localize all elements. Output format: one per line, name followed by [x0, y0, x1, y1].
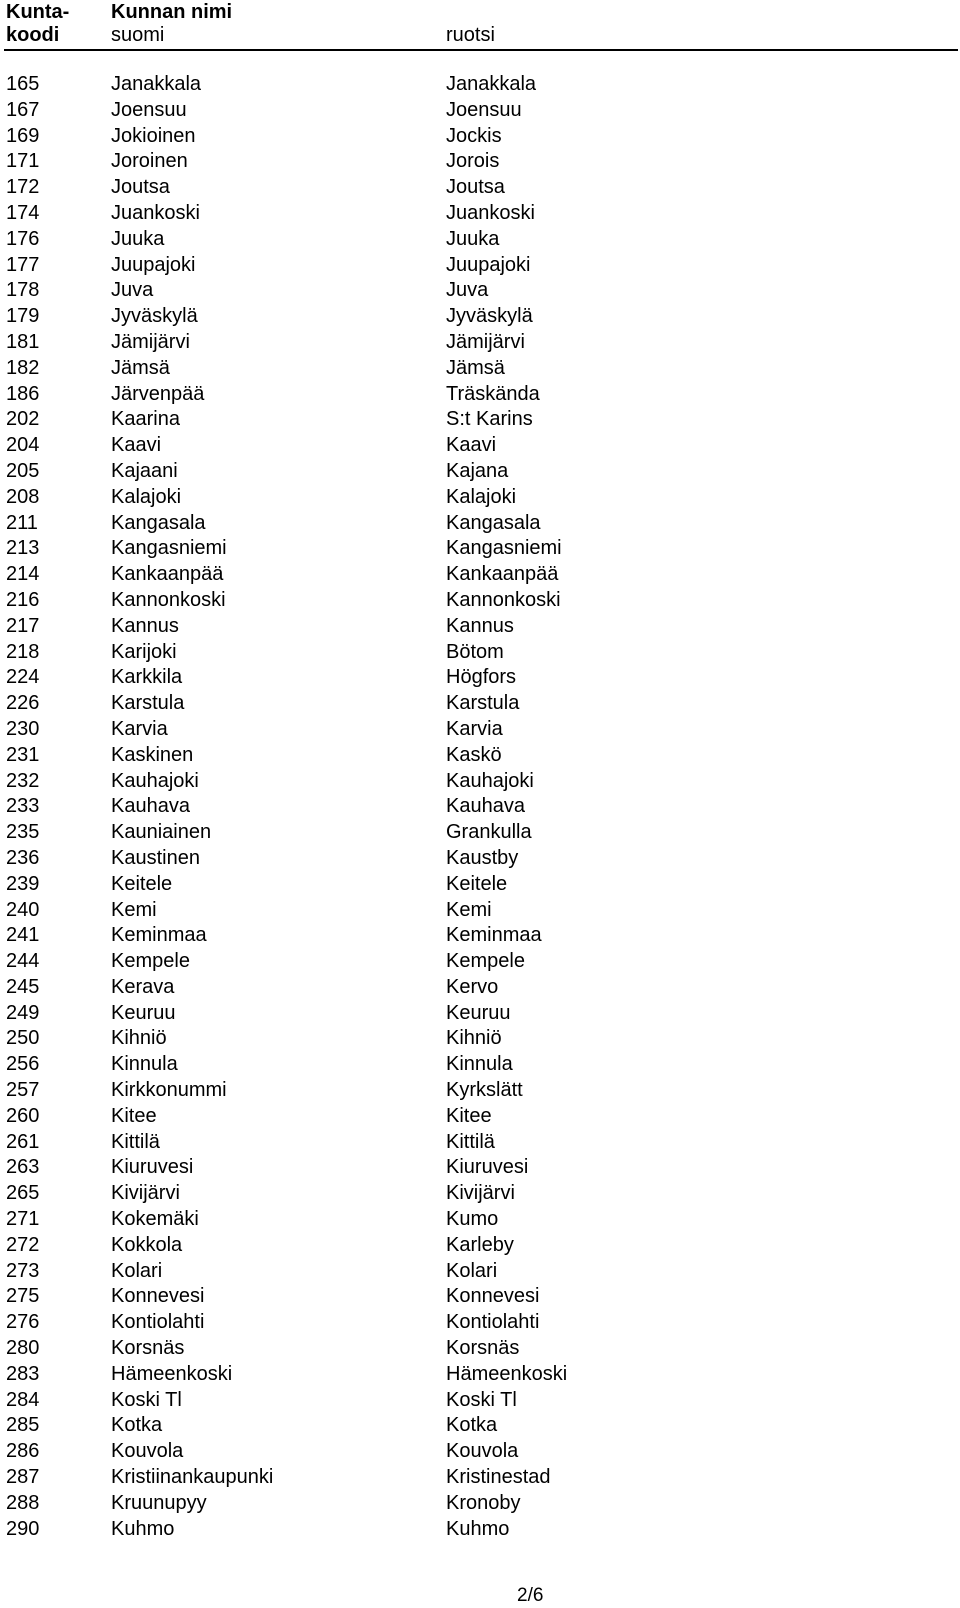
finnish-name: Joensuu [111, 98, 187, 121]
municipality-code: 272 [6, 1233, 40, 1256]
finnish-name: Jokioinen [111, 124, 196, 147]
municipality-code: 235 [6, 821, 40, 844]
finnish-name: Koski Tl [111, 1388, 182, 1411]
swedish-name: Kumo [446, 1208, 499, 1231]
table-row [0, 1207, 960, 1233]
finnish-name: Karkkila [111, 666, 183, 689]
swedish-name: Kaavi [446, 434, 497, 457]
header-divider [4, 49, 958, 51]
table-row [0, 278, 960, 304]
finnish-name: Kouvola [111, 1440, 184, 1463]
finnish-name: Kristiinankaupunki [111, 1466, 274, 1489]
finnish-name: Kannus [111, 614, 179, 637]
table-row [0, 304, 960, 330]
municipality-code: 202 [6, 408, 40, 431]
municipality-code: 179 [6, 305, 40, 328]
table-row [0, 253, 960, 279]
finnish-name: Järvenpää [111, 382, 205, 405]
swedish-name: Kannonkoski [446, 588, 561, 611]
swedish-name: Kivijärvi [446, 1182, 515, 1205]
finnish-name: Janakkala [111, 73, 202, 95]
table-row [0, 98, 960, 124]
municipality-code: 284 [6, 1388, 40, 1411]
table-row [0, 511, 960, 537]
swedish-name: Kinnula [446, 1053, 513, 1076]
finnish-name: Kitee [111, 1104, 157, 1127]
swedish-name: Kempele [446, 950, 525, 973]
swedish-name: Kankaanpää [446, 563, 559, 586]
municipality-code: 275 [6, 1285, 40, 1308]
finnish-name: Kangasniemi [111, 537, 227, 560]
swedish-name: Bötom [446, 640, 504, 663]
swedish-name: Kitee [446, 1104, 492, 1127]
municipality-code: 182 [6, 356, 40, 379]
table-row [0, 614, 960, 640]
table-row [0, 201, 960, 227]
swedish-name: Jockis [446, 124, 502, 147]
table-row [0, 1336, 960, 1362]
swedish-name: Kristinestad [446, 1466, 551, 1489]
table-row [0, 872, 960, 898]
swedish-name: Kuhmo [446, 1517, 510, 1540]
municipality-code: 232 [6, 769, 40, 792]
table-row [0, 588, 960, 614]
table-row [0, 1155, 960, 1181]
municipality-code: 240 [6, 898, 40, 921]
finnish-name: Juankoski [111, 201, 200, 224]
finnish-name: Kirkkonummi [111, 1079, 227, 1102]
code-header-line1: Kunta- [6, 1, 70, 23]
swedish-name: Janakkala [446, 73, 537, 95]
swedish-name: Kauhajoki [446, 769, 534, 792]
swedish-name: Karstula [446, 692, 520, 715]
swedish-name: Keuruu [446, 1001, 511, 1024]
finnish-name: Kihniö [111, 1027, 167, 1050]
table-row [0, 536, 960, 562]
finnish-name: Kempele [111, 950, 190, 973]
swedish-name: Jämijärvi [446, 330, 525, 353]
swedish-name: Kaskö [446, 743, 502, 766]
municipality-code: 290 [6, 1517, 40, 1540]
municipality-code: 167 [6, 98, 40, 121]
municipality-code: 230 [6, 717, 40, 740]
municipality-code: 280 [6, 1337, 40, 1360]
finnish-name: Kaustinen [111, 846, 200, 869]
municipality-code: 186 [6, 382, 40, 405]
swedish-name: Kouvola [446, 1440, 519, 1463]
finnish-name: Jyväskylä [111, 305, 198, 328]
swedish-name: Kolari [446, 1259, 498, 1282]
finnish-name: Kokkola [111, 1233, 183, 1256]
table-row [0, 794, 960, 820]
finnish-name: Hämeenkoski [111, 1362, 233, 1385]
table-row [0, 1310, 960, 1336]
table-row [0, 1284, 960, 1310]
municipality-code: 208 [6, 485, 40, 508]
municipality-code: 256 [6, 1053, 40, 1076]
swedish-name: Grankulla [446, 821, 532, 844]
municipality-code: 261 [6, 1130, 40, 1153]
municipality-code: 283 [6, 1362, 40, 1385]
municipality-code: 271 [6, 1208, 40, 1231]
table-row [0, 743, 960, 769]
municipality-code: 176 [6, 227, 40, 250]
table-row [0, 1388, 960, 1414]
swedish-name: Juankoski [446, 201, 535, 224]
table-row [0, 124, 960, 150]
finnish-name: Karstula [111, 692, 185, 715]
table-row [0, 407, 960, 433]
finnish-name: Kaavi [111, 434, 162, 457]
finnish-name: Joutsa [111, 176, 170, 199]
table-row [0, 1413, 960, 1439]
swedish-name: Juva [446, 279, 489, 302]
table-row [0, 1104, 960, 1130]
municipality-code: 245 [6, 975, 40, 998]
municipality-code: 178 [6, 279, 40, 302]
municipality-code: 204 [6, 434, 40, 457]
finnish-name: Kaarina [111, 408, 180, 431]
swedish-name: Jyväskylä [446, 305, 533, 328]
municipality-code: 217 [6, 614, 40, 637]
municipality-code: 205 [6, 459, 40, 482]
table-row [0, 227, 960, 253]
swedish-name: Kervo [446, 975, 499, 998]
finnish-name: Kemi [111, 898, 157, 921]
municipality-code: 181 [6, 330, 40, 353]
finnish-name: Juuka [111, 227, 165, 250]
swedish-name: Keitele [446, 872, 508, 895]
swedish-name: Kalajoki [446, 485, 517, 508]
swedish-name: Kihniö [446, 1027, 502, 1050]
table-row [0, 1259, 960, 1285]
table-row [0, 175, 960, 201]
table-row [0, 356, 960, 382]
finnish-name: Kaskinen [111, 743, 194, 766]
municipality-code: 260 [6, 1104, 40, 1127]
municipality-code: 174 [6, 201, 40, 224]
swedish-name: Kangasniemi [446, 537, 562, 560]
municipality-code: 169 [6, 124, 40, 147]
municipality-code: 285 [6, 1414, 40, 1437]
table-row [0, 485, 960, 511]
table-row [0, 846, 960, 872]
municipality-code: 177 [6, 253, 40, 276]
municipality-code: 250 [6, 1027, 40, 1050]
municipality-code: 288 [6, 1491, 40, 1514]
municipality-code: 276 [6, 1311, 40, 1334]
swedish-name: Joutsa [446, 176, 505, 199]
finnish-name: Kauniainen [111, 821, 212, 844]
finnish-name: Kiuruvesi [111, 1156, 194, 1179]
finnish-name: Kittilä [111, 1130, 160, 1153]
finnish-name: Kankaanpää [111, 563, 224, 586]
finnish-name: Kauhajoki [111, 769, 199, 792]
swedish-name: Juuka [446, 227, 500, 250]
table-row [0, 1052, 960, 1078]
swedish-name: Kannus [446, 614, 514, 637]
table-row [0, 898, 960, 924]
municipality-code: 214 [6, 563, 40, 586]
finnish-name: Keuruu [111, 1001, 176, 1024]
table-row [0, 949, 960, 975]
swedish-name: Träskända [446, 382, 540, 405]
swedish-name: Kajana [446, 459, 509, 482]
municipality-code: 239 [6, 872, 40, 895]
swedish-name: Kauhava [446, 795, 525, 818]
finnish-name: Kinnula [111, 1053, 178, 1076]
finnish-name: Jämijärvi [111, 330, 190, 353]
swedish-name: Karleby [446, 1233, 514, 1256]
finnish-name: Kontiolahti [111, 1311, 205, 1334]
swedish-name: Hämeenkoski [446, 1362, 568, 1385]
table-row [0, 1078, 960, 1104]
municipality-code: 241 [6, 924, 40, 947]
municipality-code: 265 [6, 1182, 40, 1205]
municipality-code: 263 [6, 1156, 40, 1179]
municipality-code: 224 [6, 666, 40, 689]
finnish-name: Keminmaa [111, 924, 207, 947]
table-row [0, 1001, 960, 1027]
finnish-name: Juupajoki [111, 253, 196, 276]
finnish-name: Korsnäs [111, 1337, 185, 1360]
table-row [0, 691, 960, 717]
swedish-name: Keminmaa [446, 924, 542, 947]
table-row [0, 975, 960, 1001]
finnish-column-header: suomi [111, 24, 165, 46]
finnish-name: Kajaani [111, 459, 178, 482]
swedish-name: Joensuu [446, 98, 522, 121]
swedish-name: Karvia [446, 717, 503, 740]
swedish-name: Kotka [446, 1414, 498, 1437]
table-row [0, 149, 960, 175]
page-number: 2/6 [517, 1585, 544, 1606]
table-row [0, 382, 960, 408]
finnish-name: Kalajoki [111, 485, 182, 508]
table-row [0, 820, 960, 846]
code-header-line2: koodi [6, 24, 60, 46]
swedish-name: Juupajoki [446, 253, 531, 276]
table-row [0, 433, 960, 459]
swedish-name: Kronoby [446, 1491, 521, 1514]
swedish-name: Korsnäs [446, 1337, 520, 1360]
table-row [0, 1130, 960, 1156]
municipality-code: 233 [6, 795, 40, 818]
finnish-name: Kruunupyy [111, 1491, 207, 1514]
finnish-name: Kannonkoski [111, 588, 226, 611]
municipality-code: 236 [6, 846, 40, 869]
table-row [0, 330, 960, 356]
municipality-code: 257 [6, 1079, 40, 1102]
finnish-name: Joroinen [111, 150, 188, 173]
swedish-name: Kiuruvesi [446, 1156, 529, 1179]
table-row [0, 72, 960, 98]
municipality-code: 287 [6, 1466, 40, 1489]
finnish-name: Kotka [111, 1414, 163, 1437]
swedish-name: Koski Tl [446, 1388, 517, 1411]
table-row [0, 1181, 960, 1207]
finnish-name: Kerava [111, 975, 175, 998]
swedish-name: S:t Karins [446, 408, 533, 431]
municipality-code: 216 [6, 588, 40, 611]
municipality-code: 249 [6, 1001, 40, 1024]
table-row [0, 717, 960, 743]
swedish-name: Kontiolahti [446, 1311, 540, 1334]
municipality-code: 211 [6, 511, 38, 534]
municipality-code: 165 [6, 73, 40, 95]
finnish-name: Karvia [111, 717, 168, 740]
table-row [0, 1517, 960, 1543]
page-footer [0, 1584, 960, 1608]
finnish-name: Kokemäki [111, 1208, 199, 1231]
swedish-name: Jämsä [446, 356, 505, 379]
table-row [0, 1465, 960, 1491]
municipality-code: 218 [6, 640, 40, 663]
table-row [0, 459, 960, 485]
municipality-code: 286 [6, 1440, 40, 1463]
finnish-name: Kolari [111, 1259, 163, 1282]
table-row [0, 1362, 960, 1388]
municipality-code: 244 [6, 950, 40, 973]
swedish-name: Kaustby [446, 846, 519, 869]
table-row [0, 1233, 960, 1259]
table-header [0, 0, 960, 50]
municipality-code: 213 [6, 537, 40, 560]
swedish-name: Kangasala [446, 511, 541, 534]
swedish-name: Högfors [446, 666, 517, 689]
municipality-code: 172 [6, 176, 40, 199]
table-row [0, 769, 960, 795]
table-row [0, 1439, 960, 1465]
finnish-name: Karijoki [111, 640, 177, 663]
swedish-column-header: ruotsi [446, 24, 495, 46]
finnish-name: Konnevesi [111, 1285, 205, 1308]
municipality-code: 273 [6, 1259, 40, 1282]
municipality-code: 231 [6, 743, 40, 766]
table-row [0, 1491, 960, 1517]
swedish-name: Jorois [446, 150, 500, 173]
table-row [0, 665, 960, 691]
finnish-name: Kauhava [111, 795, 190, 818]
finnish-name: Keitele [111, 872, 173, 895]
finnish-name: Kuhmo [111, 1517, 175, 1540]
table-row [0, 640, 960, 666]
municipality-code: 226 [6, 692, 40, 715]
finnish-name: Jämsä [111, 356, 170, 379]
finnish-name: Kivijärvi [111, 1182, 180, 1205]
finnish-name: Juva [111, 279, 154, 302]
swedish-name: Kittilä [446, 1130, 495, 1153]
table-row [0, 562, 960, 588]
municipality-list [0, 72, 960, 1542]
swedish-name: Konnevesi [446, 1285, 540, 1308]
table-row [0, 1026, 960, 1052]
swedish-name: Kemi [446, 898, 492, 921]
table-row [0, 923, 960, 949]
name-header: Kunnan nimi [111, 1, 233, 23]
finnish-name: Kangasala [111, 511, 206, 534]
municipality-code: 171 [6, 150, 40, 173]
swedish-name: Kyrkslätt [446, 1079, 523, 1102]
